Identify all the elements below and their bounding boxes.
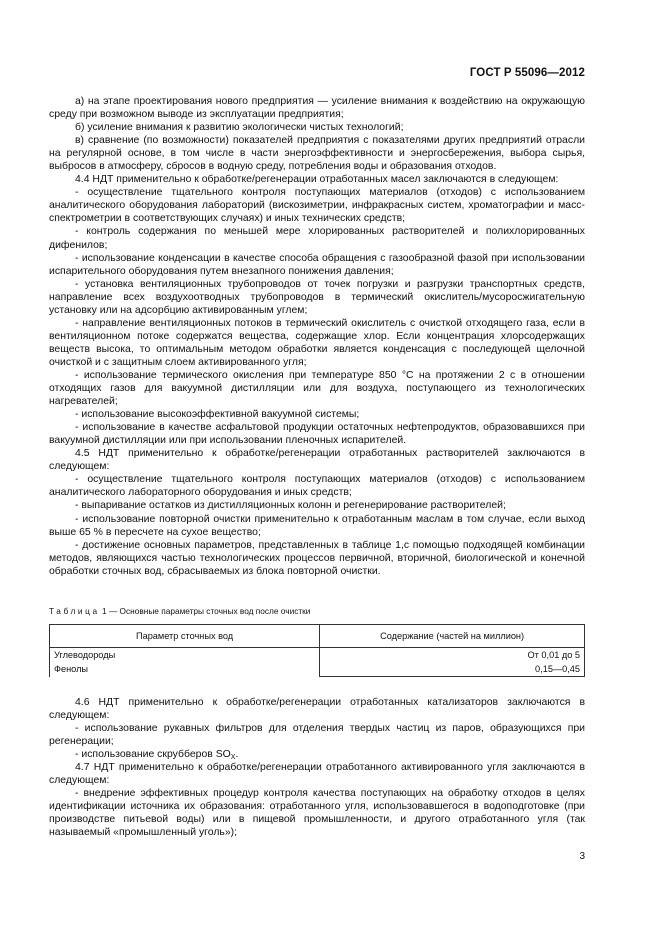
scrubbers-text: - использование скрубберов SO bbox=[75, 749, 231, 761]
paragraph-scrubbers bbox=[49, 748, 585, 761]
paragraph: - использование конденсации в качестве способа обращения с газообразной фазой при использовании испарительного оборудования путем внезапного понижения давления; bbox=[49, 252, 585, 277]
paragraph: - внедрение эффективных процедур контроля качества поступающих на обработку отходов в целях идентификации источника их образования: отработанного угля, использовавшегося в водоподготовке (при производстве питьевой воды) или в пищевой промышленности, и другого отработанного угля (так называемый «промышленный уголь»); bbox=[49, 788, 585, 839]
table-cell-param: Фенолы bbox=[50, 662, 320, 677]
body-text-bottom bbox=[49, 696, 585, 840]
paragraph: 4.4 НДТ применительно к обработке/регенерации отработанных масел заключаются в следующем: bbox=[75, 174, 559, 186]
table-caption bbox=[49, 606, 310, 616]
body-text-top bbox=[49, 95, 585, 578]
table-cell-param: Углеводороды bbox=[50, 648, 320, 663]
so-subscript: X bbox=[230, 754, 236, 762]
paragraph: - достижение основных параметров, представленных в таблице 1,с помощью подходящей комбинации методов, являющихся частью технологических процессов первичной, вторичной, биологической и конечной обработки сточных вод, сбрасываемых из блока повторной очистки. bbox=[49, 539, 585, 577]
paragraph: 4.7 НДТ применительно к обработке/регенерации отработанного активированного угля заключаются в следующем: bbox=[49, 762, 585, 787]
paragraph: 4.6 НДТ применительно к обработке/регенерации отработанных катализаторов заключаются в следующем: bbox=[49, 697, 585, 722]
paragraph: - осуществление тщательного контроля поступающих материалов (отходов) с использованием аналитического оборудования лабораторий (вискозиметрии, инфракрасных систем, хроматографии и масс-спектрометрии в соответствующих случаях) и иных технических средств; bbox=[49, 187, 585, 225]
table-caption-label: Таблица bbox=[49, 606, 100, 616]
table-header-param: Параметр сточных вод bbox=[50, 625, 320, 648]
table-row bbox=[50, 662, 585, 677]
table-caption-text: 1 — Основные параметры сточных вод после очистки bbox=[99, 606, 311, 616]
page-number: 3 bbox=[579, 851, 585, 862]
table-header-row bbox=[50, 625, 585, 648]
parameters-table bbox=[49, 624, 585, 677]
paragraph: в) сравнение (по возможности) показателей предприятия с показателями других предприятий отрасли на регулярной основе, в том числе в части энергоэффективности и энергосбережения, выбора сырья, выбросов в атмосферу, сбросов в водную среду, потребления воды и образования отходов. bbox=[49, 135, 585, 173]
paragraph: - использование повторной очистки применительно к отработанным маслам в том случае, если выход выше 65 % в пересчете на сухое вещество; bbox=[49, 513, 585, 538]
paragraph: - направление вентиляционных потоков в термический окислитель с очисткой отходящего газа, если в вентиляционном потоке содержатся вещества, содержащие хлор. Если концентрация хлорсодержащих веществ высока, то оптимальным методом обработки является конденсация с последующей щелочной очисткой и с защитным слоем активированного угля; bbox=[49, 317, 585, 368]
paragraph: - использование высокоэффективной вакуумной системы; bbox=[75, 409, 360, 421]
paragraph: - установка вентиляционных трубопроводов от точек погрузки и разгрузки транспортных средств, направление всех воздухоотводных трубопроводов в термический окислитель/мусоросжигательную установку или на адсорбцию активированным углем; bbox=[49, 278, 585, 316]
paragraph: - использование термического окисления при температуре 850 °С на протяжении 2 с в отношении отходящих газов для вакуумной дистилляции или для воздуха, поступающего из технологических нагревателей; bbox=[49, 369, 585, 408]
paragraph: а) на этапе проектирования нового предприятия — усиление внимания к воздействию на окружающую среду при возможном выводе из эксплуатации предприятия; bbox=[49, 96, 585, 121]
table-row bbox=[50, 648, 585, 663]
paragraph: - осуществление тщательного контроля поступающих материалов (отходов) с использованием аналитического лабораторного оборудования и иных средств; bbox=[49, 474, 585, 499]
table-header-content: Содержание (частей на миллион) bbox=[320, 625, 585, 648]
paragraph: б) усиление внимания к развитию экологически чистых технологий; bbox=[75, 122, 404, 134]
scrubbers-suffix: . bbox=[235, 749, 239, 761]
document-header: ГОСТ Р 55096—2012 bbox=[469, 67, 585, 79]
table-cell-value: 0,15—0,45 bbox=[320, 662, 585, 677]
paragraph: - использование в качестве асфальтовой продукции остаточных нефтепродуктов, образовавшихся при вакуумной дистилляции или при использовании пленочных испарителей. bbox=[49, 422, 585, 447]
table-cell-value: От 0,01 до 5 bbox=[320, 648, 585, 663]
paragraph: - выпаривание остатков из дистилляционных колонн и регенерирование растворителей; bbox=[75, 500, 506, 512]
paragraph: 4.5 НДТ применительно к обработке/регенерации отработанных растворителей заключаются в следующем: bbox=[49, 448, 585, 473]
paragraph: - использование рукавных фильтров для отделения твердых частиц из паров, образующихся при регенерации; bbox=[49, 723, 585, 748]
paragraph: - контроль содержания по меньшей мере хлорированных растворителей и полихлорированных дифенилов; bbox=[49, 226, 585, 251]
